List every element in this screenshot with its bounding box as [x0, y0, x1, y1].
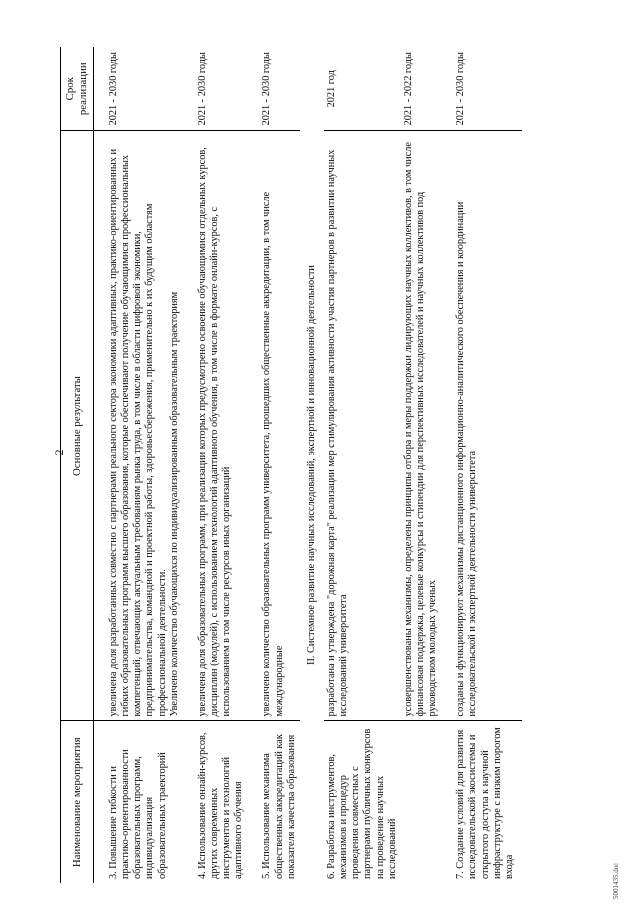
activity-results: увеличено количество образовательных программ университета, прошедших общественные аккредитации, в том числе международные [259, 131, 299, 721]
table-row [453, 47, 522, 883]
table-header-row [61, 47, 94, 883]
section-heading-row [300, 47, 324, 883]
activity-results: созданы и функционируют механизмы дистанционного информационно-аналитического обеспечения и координации исследовательской и экспертной деятельности университета [453, 131, 522, 721]
spacer-row [441, 47, 453, 883]
activity-term: 2021 - 2030 годы [106, 47, 183, 131]
activity-name: 4. Использование онлайн-курсов, других современных инструментов и технологий адаптивного обучения [196, 732, 245, 879]
results-paragraph: увеличена доля разработанных совместно с партнерами реального сектора экономики адаптивных, практико-ориентированных и гибких образовательных программ высшего образования, которые обеспечивают получение обучающимися профессиональных компетенций, отвечающих актуальным требованиям рынка труда, в том числе в области цифровой экономики, предпринимательства, командной и проектной работы, здоровьесбережения, применительно к их будущим областям профессиональной деятельности. [108, 148, 168, 717]
activity-results: разработана и утверждена "дорожная карта" реализации мер стимулирования активности участия партнеров в развитии научных исследований университета [324, 131, 401, 721]
activity-name: 5. Использование механизма общественных аккредитаций как показателя качества образования [261, 734, 297, 879]
spacer-row [183, 47, 195, 883]
section-title: II. Системное развитие научных исследований, экспертной и инновационной деятельности [305, 265, 317, 665]
document-file-id: 5001435.doc [612, 862, 620, 899]
header-main-results: Основные результаты [61, 131, 94, 721]
header-term: Срок реализации [61, 47, 94, 131]
table-row [106, 47, 183, 883]
header-activity-name: Наименование мероприятия [61, 721, 94, 883]
activity-name: 3. Повышение гибкости и практико-ориентированности образовательных программ, индивидуализация образовательных траекторий [108, 749, 168, 879]
activity-name [401, 721, 441, 883]
spacer-row [94, 47, 107, 883]
activity-results: увеличена доля образовательных программ, при реализации которых предусмотрено освоение обучающимися отдельных курсов, дисциплин (модулей), с использованием технологий адаптивного обучения, в том числе в формате онлайн-курсов, с использованием в том числе ресурсов иных организаций [195, 131, 248, 721]
activity-term: 2021 - 2030 годы [195, 47, 248, 131]
table-row [401, 47, 441, 883]
results-paragraph: Увеличено количество обучающихся по индивидуализированным образовательным траекториям [168, 291, 180, 717]
spacer-row [247, 47, 259, 883]
table-row [324, 47, 401, 883]
activities-table [60, 47, 522, 883]
table-row [259, 47, 299, 883]
table-row [195, 47, 248, 883]
activity-name: 7. Создание условий для развития исследовательской экосистемы и открытого доступа к научной инфраструктуре с низким порогом входа [455, 727, 515, 879]
activity-term: 2021 - 2030 годы [259, 47, 299, 131]
activity-term: 2021 год [324, 47, 401, 131]
activity-results: усовершенствованы механизмы, определены принципы отбора и меры поддержки лидирующих научных коллективов, в том числе финансовая поддержка, целевые конкурсы и стипендии для перспективных исследователей и научных коллективов под руководством молодых ученых [401, 131, 441, 721]
page-number: 2 [52, 449, 66, 456]
activity-term: 2021 - 2030 годы [453, 47, 522, 131]
activity-term: 2021 - 2022 годы [401, 47, 441, 131]
activity-results [106, 131, 183, 721]
activity-name: 6. Разработка инструментов, механизмов и процедур проведения совместных с партнерами публичных конкурсов на проведение научных исследований [325, 728, 398, 879]
